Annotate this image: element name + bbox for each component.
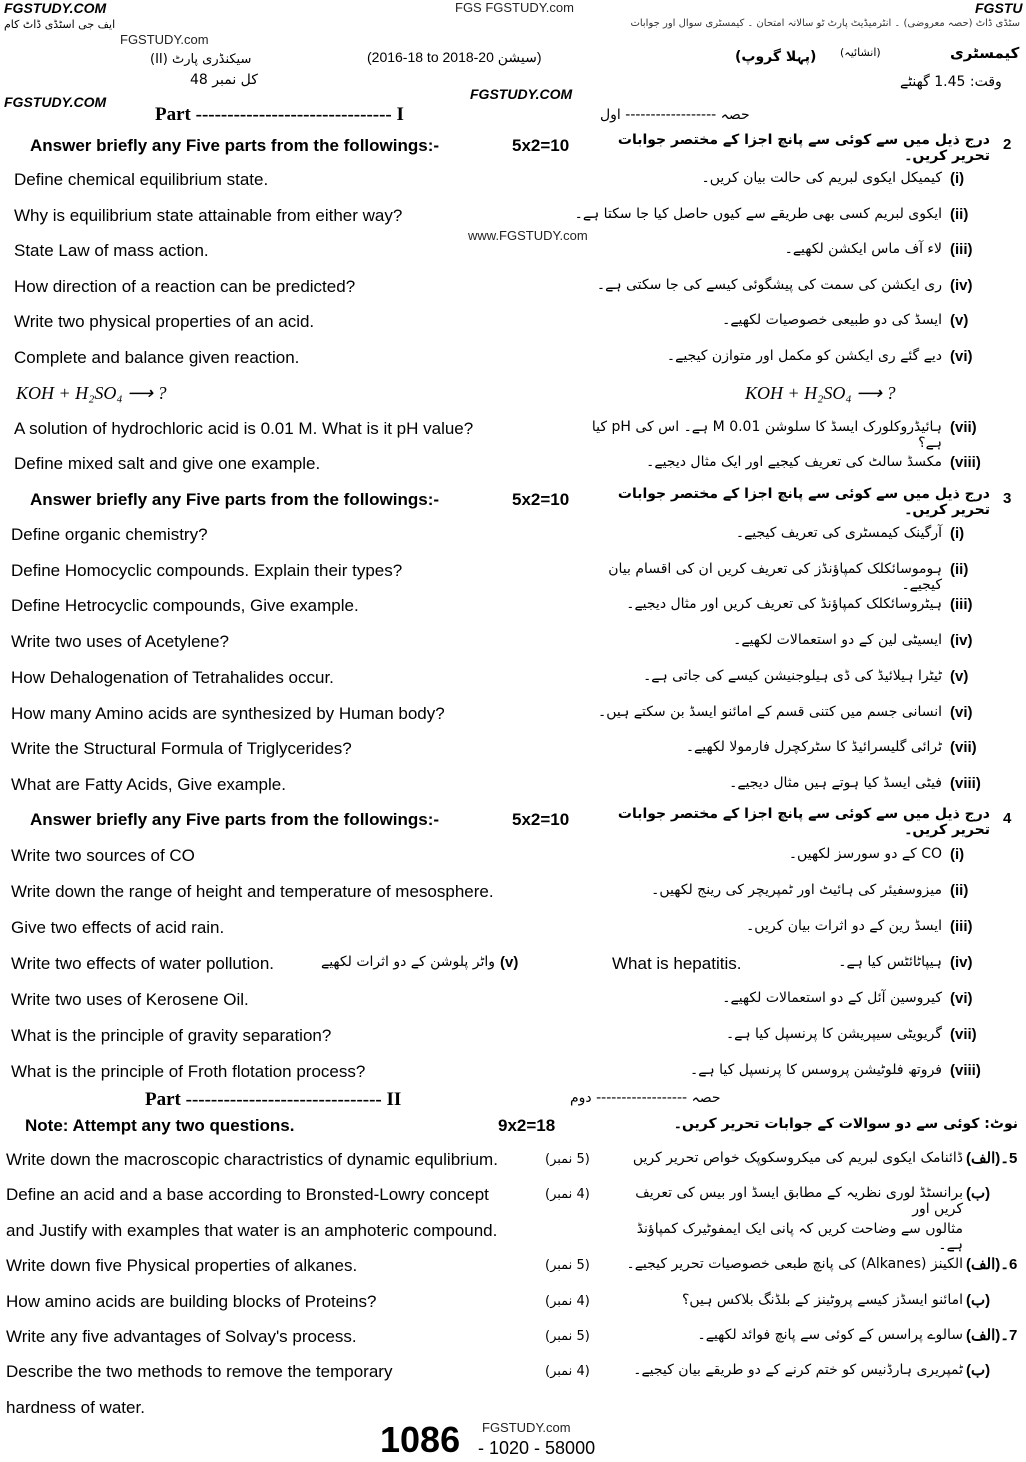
question-number: 3 [1003,490,1012,507]
class-label: سیکنڈری پارٹ (II) [150,52,252,67]
item-number: (ب) [966,1362,991,1379]
question-item-urdu: ہیٹروسائکلک کمپاؤنڈ کی تعریف کریں اور مثال دیجیے۔ [626,596,942,612]
item-number: (vi) [950,348,973,365]
question-item: Define Homocyclic compounds. Explain their types? [11,561,403,580]
question-item: Complete and balance given reaction. [14,348,300,367]
question-item: State Law of mass action. [14,241,209,260]
question-item-urdu: ہائیڈروکلورک ایسڈ کا سلوشن 0.01 M ہے۔ اس کی pH کیا ہے؟ [591,419,942,451]
item-number: 7۔(الف) [966,1327,1018,1344]
question-item-urdu: ہیپاٹائٹس کیا ہے۔ [838,954,942,970]
item-number: (vi) [950,704,973,721]
question-item-urdu: برانسٹڈ لوری نظریہ کے مطابق ایسڈ اور بیس کی تعریف کریں اور [635,1185,963,1217]
question-item: What is the principle of Froth flotation process? [11,1062,366,1081]
question-item: hardness of water. [6,1398,145,1417]
item-number: (v) [950,312,969,329]
question-item: A solution of hydrochloric acid is 0.01 M. What is it pH value? [14,419,474,438]
question-item: Write two uses of Acetylene? [11,632,229,651]
item-number: (iii) [950,918,973,935]
question-item-urdu: فروتھ فلوٹیشن پروسس کا پرنسپل کیا ہے۔ [690,1062,942,1078]
item-number: (iv) [950,954,973,971]
group-label: (پہلا گروپ) [735,49,817,65]
item-number: (i) [950,170,965,187]
question-item-urdu: آرگینک کیمسٹری کی تعریف کیجیے۔ [735,525,942,541]
question-item-urdu: کیمیکل ایکوی لبریم کی حالت بیان کریں۔ [701,170,942,186]
question-item: Give two effects of acid rain. [11,918,225,937]
question-item: Write down five Physical properties of alkanes. [6,1256,358,1275]
marks-label: (4 نمبر) [545,1187,590,1202]
part-1-urdu: حصہ ------------------ اول [600,107,750,123]
question-item-urdu: ٹیٹرا ہیلائیڈ کی ڈی ہیلوجنیشن کیسے کی جاتی ہے۔ [643,668,942,684]
watermark: www.FGSTUDY.com [468,228,588,243]
part-2-urdu: حصہ ------------------ دوم [570,1090,721,1106]
watermark-urdu: ایف جی اسٹڈی ڈاٹ کام [4,18,116,31]
item-number: (v) [950,668,969,685]
total-marks: کل نمبر 48 [190,72,258,88]
question-item-urdu: ٹرائی گلیسرائیڈ کا سٹرکچرل فارمولا لکھیے۔ [685,739,942,755]
item-number: (vii) [950,739,977,756]
item-number: (vii) [950,1026,977,1043]
question-item: How Dehalogenation of Tetrahalides occur. [11,668,334,687]
question-item: What is hepatitis. [612,954,742,973]
item-number: (ii) [950,561,969,578]
marks-label: (5 نمبر) [545,1258,590,1273]
question-item-urdu: ایسیٹی لین کے دو استعمالات لکھیے۔ [733,632,942,648]
item-number: 5۔(الف) [966,1150,1018,1167]
question-item-urdu: ہوموسائکلک کمپاؤنڈز کی تعریف کریں ان کی اقسام بیان کیجیے۔ [608,561,942,593]
question-item: Describe the two methods to remove the temporary [6,1362,393,1381]
question-item-urdu: گریویٹی سیپریشن کا پرنسپل کیا ہے۔ [725,1026,942,1042]
item-number: (v) [500,954,519,971]
item-number: (i) [950,525,965,542]
question-item: Write two physical properties of an acid. [14,312,315,331]
question-item: Define Hetrocyclic compounds, Give example. [11,596,359,615]
question-item: What is the principle of gravity separation? [11,1026,332,1045]
header-urdu-line: سٹڈی ڈاٹ (حصہ معروضی) ۔ انٹرمیڈیٹ پارٹ ٹو سالانہ امتحان ۔ کیمسٹری سوال اور جوابات [630,18,1020,29]
marks-label: (5 نمبر) [545,1152,590,1167]
question-heading-urdu: درج ذیل میں سے کوئی سے پانچ اجزا کے مختصر جوابات تحریر کریں۔ [617,806,990,838]
question-item-urdu: لاء آف ماس ایکشن لکھیے۔ [784,241,942,257]
question-item: Write two uses of Kerosene Oil. [11,990,249,1009]
question-item-urdu: دیے گئے ری ایکشن کو مکمل اور متوازن کیجیے۔ [666,348,942,364]
part-2-note-urdu: نوٹ: کوئی سے دو سوالات کے جوابات تحریر کریں۔ [673,1116,1018,1132]
part-2-marks: 9x2=18 [498,1116,556,1135]
item-number: (viii) [950,454,981,471]
question-item: Why is equilibrium state attainable from either way? [14,206,403,225]
question-item-urdu: فیٹی ایسڈ کیا ہوتے ہیں مثال دیجیے۔ [729,775,942,791]
marks-label: (5 نمبر) [545,1329,590,1344]
question-item-urdu: CO کے دو سورسز لکھیں۔ [788,846,942,862]
question-item-urdu: ٹمپریری ہارڈنیس کو ختم کرنے کے دو طریقے بیان کیجیے۔ [633,1362,963,1378]
watermark: FGSTUDY.COM [4,94,107,110]
item-number: (iv) [950,632,973,649]
question-item: Write down the range of height and temperature of mesosphere. [11,882,494,901]
question-item-urdu: انسانی جسم میں کتنی قسم کے امائنو ایسڈ بن سکتے ہیں۔ [598,704,942,720]
question-item: Define an acid and a base according to Bronsted-Lowry concept [6,1185,489,1204]
marks-label: (4 نمبر) [545,1294,590,1309]
part-2-label: Part ------------------------------- II [145,1089,402,1110]
question-heading: Answer briefly any Five parts from the followings:- [30,810,440,829]
question-item-urdu: مکسڈ سالٹ کی تعریف کیجیے اور ایک مثال دیجیے۔ [646,454,942,470]
item-number: (iv) [950,277,973,294]
question-item: Write two effects of water pollution. [11,954,274,973]
item-number: (vii) [950,419,977,436]
question-item-urdu: ایکوی لبریم کسی بھی طریقے سے کیوں حاصل کیا جا سکتا ہے۔ [574,206,942,222]
item-number: (ب) [966,1185,991,1202]
question-item: Define organic chemistry? [11,525,208,544]
marks-label: (4 نمبر) [545,1364,590,1379]
item-number: (iii) [950,241,973,258]
item-number: (iii) [950,596,973,613]
paper-code: 1086 [380,1419,461,1460]
watermark: FGSTUDY.com [482,1420,571,1435]
question-item: How many Amino acids are synthesized by Human body? [11,704,445,723]
question-heading: Answer briefly any Five parts from the followings:- [30,136,440,155]
question-item: Write two sources of CO [11,846,195,865]
watermark: FGSTU [975,0,1023,16]
item-number: (ب) [966,1292,991,1309]
part-1-label: Part ------------------------------- I [155,104,404,125]
item-number: (viii) [950,1062,981,1079]
watermark: FGS FGSTUDY.com [455,0,574,15]
question-item-urdu: کیروسین آئل کے دو استعمالات لکھیے۔ [722,990,942,1006]
question-item: Define chemical equilibrium state. [14,170,269,189]
question-number: 4 [1003,810,1012,827]
question-item-urdu: ایسڈ رین کے دو اثرات بیان کریں۔ [746,918,942,934]
question-item: Write the Structural Formula of Triglycerides? [11,739,352,758]
question-item-urdu: ایسڈ کی دو طبیعی خصوصیات لکھیے۔ [722,312,942,328]
watermark: FGSTUDY.com [120,32,209,47]
item-number: (ii) [950,206,969,223]
item-number: (vi) [950,990,973,1007]
formula-english: KOH + H₂SO₄ ⟶ ? [16,383,167,403]
question-marks: 5x2=10 [512,490,570,509]
question-item-urdu: ری ایکشن کی سمت کی پیشگوئی کیسے کی جا سکتی ہے۔ [596,277,942,293]
session-label: (2016-18 to 2018-20 سیشن) [367,49,542,65]
paper-type: (انشائیہ) [840,46,881,59]
question-item-urdu: سالوے پراسس کے کوئی سے پانچ فوائد لکھیے۔ [697,1327,963,1343]
item-number: (i) [950,846,965,863]
watermark: FGSTUDY.COM [470,86,573,102]
question-item-urdu: الکینز (Alkanes) کی پانچ طبعی خصوصیات تحریر کیجیے۔ [626,1256,963,1272]
question-item: What are Fatty Acids, Give example. [11,775,286,794]
question-marks: 5x2=10 [512,810,570,829]
question-item: Write down the macroscopic charactristics of dynamic equlibrium. [6,1150,498,1169]
question-item: and Justify with examples that water is an amphoteric compound. [6,1221,498,1240]
question-heading: Answer briefly any Five parts from the followings:- [30,490,440,509]
question-item-urdu: مثالوں سے وضاحت کریں کہ پانی ایک ایمفوٹیرک کمپاؤنڈ ہے۔ [636,1221,963,1253]
question-heading-urdu: درج ذیل میں سے کوئی سے پانچ اجزا کے مختصر جوابات تحریر کریں۔ [617,486,990,518]
question-item-urdu: ڈائنامک ایکوی لبریم کی میکروسکوپک خواص تحریر کریں [632,1150,963,1166]
paper-code-rest: - 1020 - 58000 [478,1438,596,1458]
question-item-urdu: امائنو ایسڈز کیسے پروٹینز کے بلڈنگ بلاکس ہیں؟ [681,1292,963,1308]
question-item: How direction of a reaction can be predicted? [14,277,356,296]
item-number: 6۔(الف) [966,1256,1018,1273]
subject-title: کیمسٹری [950,44,1020,62]
question-number: 2 [1003,136,1012,153]
question-item: How amino acids are building blocks of Proteins? [6,1292,377,1311]
item-number: (viii) [950,775,981,792]
formula-urdu-side: KOH + H₂SO₄ ⟶ ? [745,383,896,403]
part-2-note: Note: Attempt any two questions. [25,1116,295,1135]
item-number: (ii) [950,882,969,899]
question-item: Write any five advantages of Solvay's process. [6,1327,357,1346]
question-item-urdu: واٹر پلوشن کے دو اثرات لکھیے [321,954,495,970]
watermark: FGSTUDY.COM [4,0,107,16]
question-marks: 5x2=10 [512,136,570,155]
question-item-urdu: میزوسفیئر کی ہائیٹ اور ٹمپریچر کی رینج لکھیں۔ [651,882,942,898]
question-item: Define mixed salt and give one example. [14,454,321,473]
time-allowed: وقت: 1.45 گھنٹے [900,74,1002,90]
question-heading-urdu: درج ذیل میں سے کوئی سے پانچ اجزا کے مختصر جوابات تحریر کریں۔ [617,132,990,164]
